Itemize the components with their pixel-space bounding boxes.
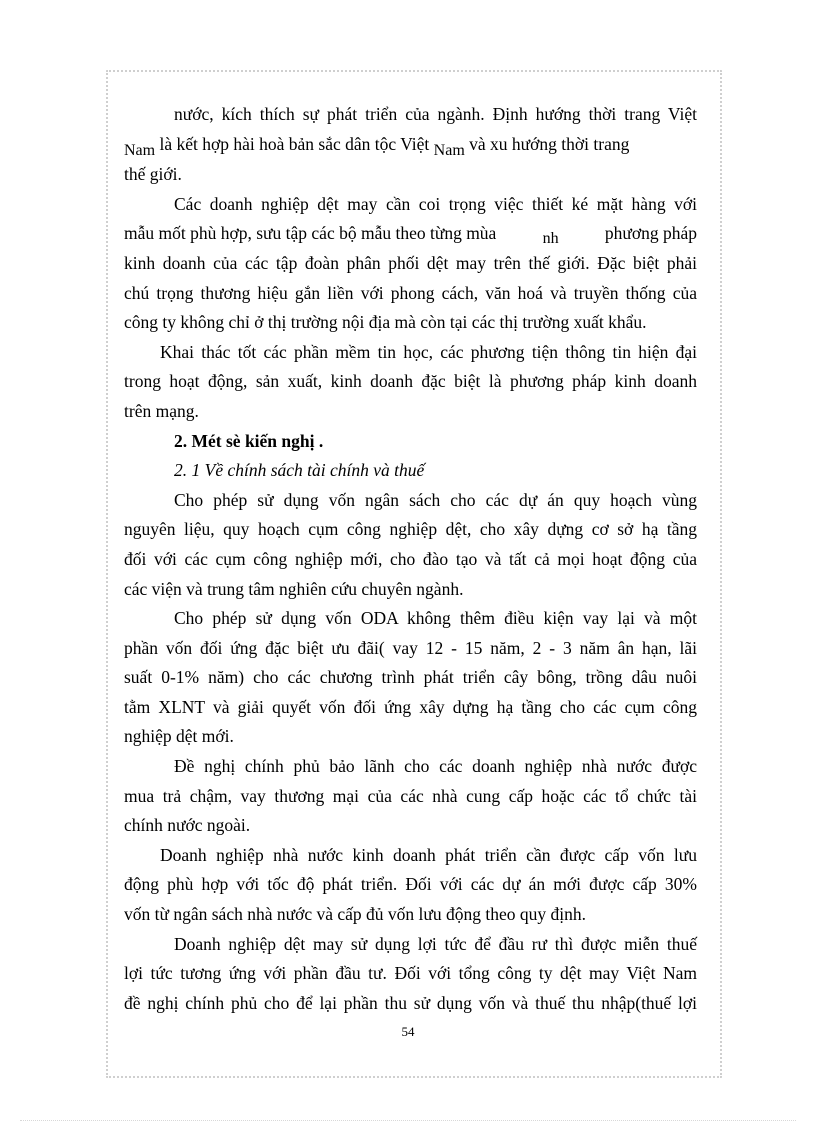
paragraph-4: [124, 486, 697, 604]
text-line: các viện và trung tâm nghiên cứu chuyên ngành.: [124, 578, 464, 599]
text-line: Khai thác tốt các phần mềm tin học, các phương tiện thông tin hiện đại: [160, 341, 697, 362]
paragraph-5: [124, 604, 697, 752]
subscript-text: Nam: [433, 141, 465, 159]
text-line: chú trọng thương hiệu gắn liền với phong cách, văn hoá và truyền thống của: [124, 282, 697, 303]
paragraph-6: [124, 752, 697, 841]
text-line: Doanh nghiệp nhà nước kinh doanh phát triển cần được cấp vốn lưu: [160, 844, 697, 865]
page-number: 54: [401, 1024, 415, 1039]
paragraph-8: [124, 930, 697, 1019]
text-line: công ty không chỉ ở thị trường nội địa mà còn tại các thị trường xuất khẩu.: [124, 312, 647, 333]
text-line: Cho phép sử dụng vốn ODA không thêm điều kiện vay lại và một: [174, 608, 697, 629]
heading-italic: 2. 1 Về chính sách tài chính và thuế: [174, 460, 425, 481]
text-line: nghiệp dệt mới.: [124, 726, 234, 747]
text-line: nguyên liệu, quy hoạch cụm công nghiệp dệt, cho xây dựng cơ sở hạ tầng: [124, 519, 697, 540]
paragraph-1: [124, 100, 697, 190]
text-line: nước, kích thích sự phát triển của ngành. Định hướng thời trang Việt: [174, 104, 697, 124]
text-line: lợi tức tương ứng với phần đầu tư. Đối với tổng công ty dệt may Việt Nam: [124, 963, 697, 984]
section-heading: [124, 427, 697, 486]
paragraph-3: [124, 338, 697, 427]
text-line: [124, 130, 697, 161]
text-line: đề nghị chính phủ cho để lại phần thu sử dụng vốn và thuế thu nhập(thuế lợi: [124, 992, 697, 1013]
text-line: Doanh nghiệp dệt may sử dụng lợi tức để đầu rư thì được miễn thuế: [174, 933, 697, 954]
text-line: trên mạng.: [124, 400, 199, 421]
subscript-text: nh: [542, 230, 559, 248]
paragraph-2: [124, 190, 697, 338]
text-segment: phương pháp: [604, 223, 697, 244]
document-body: [124, 100, 697, 1018]
text-line: đối với các cụm công nghiệp mới, cho đào tạo và tất cả mọi hoạt động của: [124, 548, 697, 569]
text-segment: là kết hợp hài hoà bản sắc dân tộc Việt: [159, 133, 430, 154]
text-line: thế giới.: [124, 164, 182, 185]
subscript-text: Nam: [124, 141, 156, 159]
footer-divider: [20, 1120, 796, 1121]
text-line: trong hoạt động, sản xuất, kinh doanh đặc biệt là phương pháp kinh doanh: [124, 371, 697, 392]
text-line: động phù hợp với tốc độ phát triển. Đối với các dự án mới được cấp 30%: [124, 874, 697, 895]
heading-bold: 2. Mét sè kiến nghị .: [174, 430, 324, 451]
text-line: vốn từ ngân sách nhà nước và cấp đủ vốn lưu động theo quy định.: [124, 904, 586, 925]
text-line: suất 0-1% năm) cho các chương trình phát triển cây bông, trồng dâu nuôi: [124, 667, 697, 688]
text-line: tằm XLNT và giải quyết vốn đối ứng xây dựng hạ tầng cho các cụm công: [124, 696, 697, 717]
text-line: Các doanh nghiệp dệt may cần coi trọng việc thiết ké mặt hàng với: [174, 193, 697, 214]
paragraph-7: [124, 841, 697, 930]
text-line: Đề nghị chính phủ bảo lãnh cho các doanh nghiệp nhà nước được: [174, 756, 697, 777]
text-segment: và xu hướng thời trang: [469, 133, 630, 154]
text-line: mua trả chậm, vay thương mại của các nhà cung cấp hoặc các tổ chức tài: [124, 785, 697, 806]
text-segment: mẫu mốt phù hợp, sưu tập các bộ mẫu theo từng mùa: [124, 223, 497, 244]
text-line: Cho phép sử dụng vốn ngân sách cho các dự án quy hoạch vùng: [174, 489, 697, 510]
text-line: phần vốn đối ứng đặc biệt ưu đãi( vay 12 - 15 năm, 2 - 3 năm ân hạn, lãi: [124, 637, 697, 658]
text-line: [124, 219, 697, 249]
text-line: kinh doanh của các tập đoàn phân phối dệt may trên thế giới. Đặc biệt phải: [124, 252, 697, 273]
text-line: chính nước ngoài.: [124, 815, 251, 836]
